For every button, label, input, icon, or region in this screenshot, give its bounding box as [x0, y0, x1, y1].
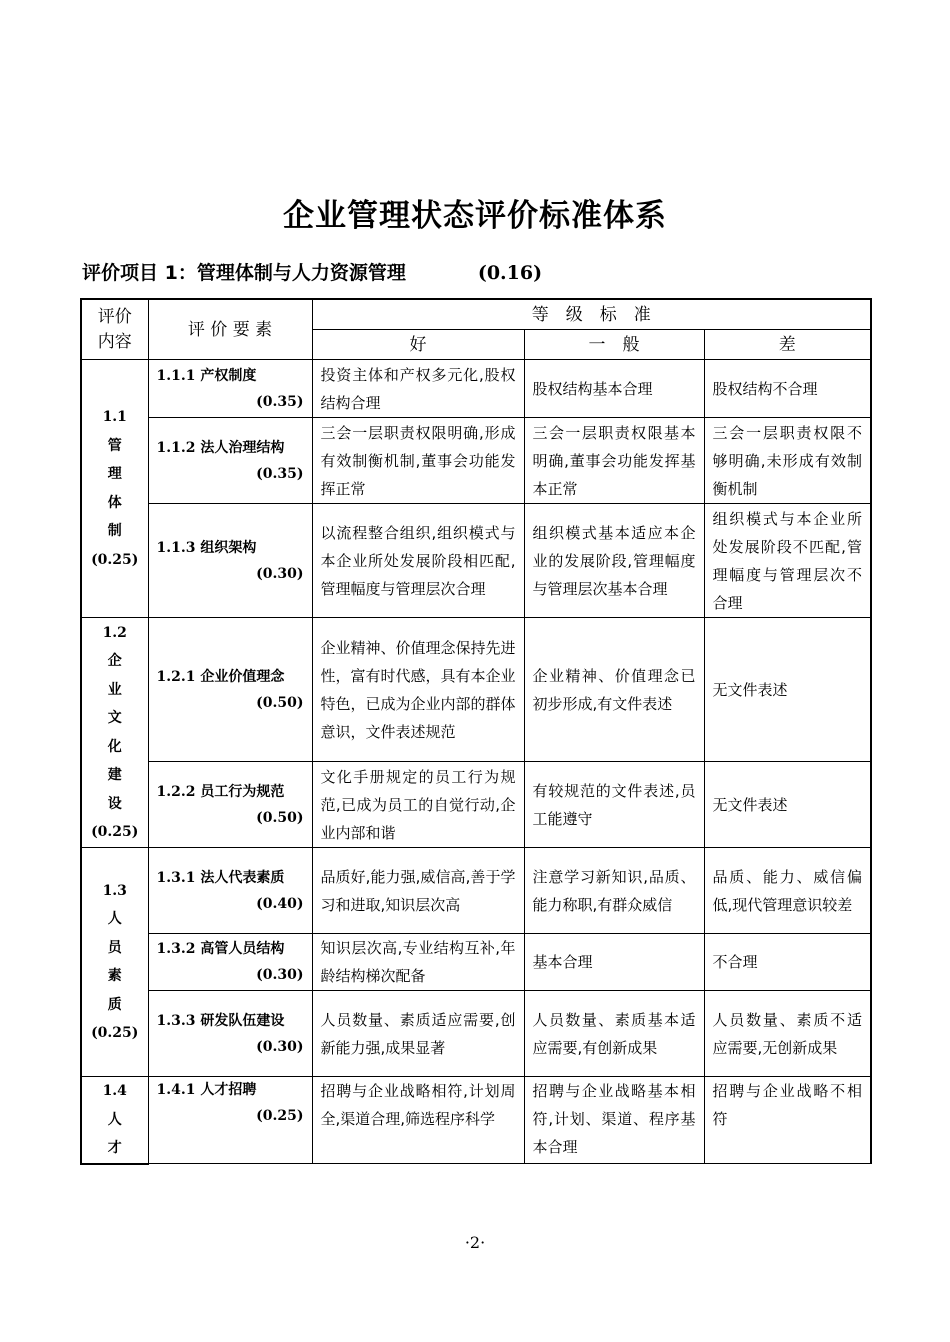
table-row [81, 991, 871, 1077]
grade-average-cell: 有较规范的文件表述,员工能遵守 [524, 762, 704, 848]
table-row [81, 1077, 871, 1164]
grade-poor-cell: 招聘与企业战略不相符 [704, 1077, 871, 1164]
element-cell: 1.3.1 法人代表素质 (0.40) [148, 848, 312, 934]
grade-good-cell: 三会一层职责权限明确,形成有效制衡机制,董事会功能发挥正常 [312, 418, 524, 504]
grade-average-cell: 企业精神、价值理念已初步形成,有文件表述 [524, 618, 704, 762]
grade-good-cell: 人员数量、素质适应需要,创新能力强,成果显著 [312, 991, 524, 1077]
table-row [81, 762, 871, 848]
grade-good-cell: 投资主体和产权多元化,股权结构合理 [312, 360, 524, 418]
grade-good-cell: 文化手册规定的员工行为规范,已成为员工的自觉行动,企业内部和谐 [312, 762, 524, 848]
table-row [81, 418, 871, 504]
grade-average-cell: 人员数量、素质基本适应需要,有创新成果 [524, 991, 704, 1077]
category-personnel-quality: 1.3 人 员 素 质 (0.25) [81, 848, 148, 1077]
table-row [81, 360, 871, 418]
table-row [81, 934, 871, 991]
element-cell: 1.3.3 研发队伍建设 (0.30) [148, 991, 312, 1077]
grade-average-cell: 招聘与企业战略基本相符,计划、渠道、程序基本合理 [524, 1077, 704, 1164]
category-talent: 1.4 人 才 [81, 1077, 148, 1164]
category-management-system: 1.1 管 理 体 制 (0.25) [81, 360, 148, 618]
project-label: 评价项目 1：管理体制与人力资源管理 [82, 262, 406, 284]
element-cell: 1.1.1 产权制度 (0.35) [148, 360, 312, 418]
grade-average-cell: 三会一层职责权限基本明确,董事会功能发挥基本正常 [524, 418, 704, 504]
element-cell: 1.1.3 组织架构 (0.30) [148, 504, 312, 618]
table-row [81, 618, 871, 762]
element-cell: 1.4.1 人才招聘 (0.25) [148, 1077, 312, 1164]
grade-poor-cell: 股权结构不合理 [704, 360, 871, 418]
grade-good-cell: 招聘与企业战略相符,计划周全,渠道合理,筛选程序科学 [312, 1077, 524, 1164]
grade-average-cell: 基本合理 [524, 934, 704, 991]
grade-good-cell: 知识层次高,专业结构互补,年龄结构梯次配备 [312, 934, 524, 991]
grade-good-cell: 品质好,能力强,威信高,善于学习和进取,知识层次高 [312, 848, 524, 934]
project-weight: (0.16) [477, 262, 543, 284]
document-title: 企业管理状态评价标准体系 [283, 198, 667, 234]
header-evaluation-content: 评价 内容 [81, 299, 148, 360]
header-good: 好 [312, 330, 524, 360]
grade-average-cell: 组织模式基本适应本企业的发展阶段,管理幅度与管理层次基本合理 [524, 504, 704, 618]
grade-poor-cell: 三会一层职责权限不够明确,未形成有效制衡机制 [704, 418, 871, 504]
element-cell: 1.3.2 高管人员结构 (0.30) [148, 934, 312, 991]
evaluation-project-heading [82, 258, 542, 285]
grade-poor-cell: 无文件表述 [704, 618, 871, 762]
header-evaluation-elements: 评 价 要 素 [148, 299, 312, 360]
page-number: ·2· [464, 1233, 486, 1252]
header-grade-standard: 等 级 标 准 [312, 299, 871, 330]
grade-poor-cell: 人员数量、素质不适应需要,无创新成果 [704, 991, 871, 1077]
element-cell: 1.2.2 员工行为规范 (0.50) [148, 762, 312, 848]
grade-good-cell: 企业精神、价值理念保持先进性，富有时代感，具有本企业特色，已成为企业内部的群体意识，文件表述规范 [312, 618, 524, 762]
element-cell: 1.1.2 法人治理结构 (0.35) [148, 418, 312, 504]
table-row [81, 504, 871, 618]
element-cell: 1.2.1 企业价值理念 (0.50) [148, 618, 312, 762]
grade-average-cell: 股权结构基本合理 [524, 360, 704, 418]
grade-poor-cell: 组织模式与本企业所处发展阶段不匹配,管理幅度与管理层次不合理 [704, 504, 871, 618]
header-poor: 差 [704, 330, 871, 360]
table-row [81, 848, 871, 934]
grade-good-cell: 以流程整合组织,组织模式与本企业所处发展阶段相匹配,管理幅度与管理层次合理 [312, 504, 524, 618]
header-average: 一 般 [524, 330, 704, 360]
category-corporate-culture: 1.2 企 业 文 化 建 设 (0.25) [81, 618, 148, 848]
grade-poor-cell: 不合理 [704, 934, 871, 991]
grade-average-cell: 注意学习新知识,品质、能力称职,有群众威信 [524, 848, 704, 934]
grade-poor-cell: 品质、能力、威信偏低,现代管理意识较差 [704, 848, 871, 934]
grade-poor-cell: 无文件表述 [704, 762, 871, 848]
evaluation-standard-table [80, 298, 872, 1165]
